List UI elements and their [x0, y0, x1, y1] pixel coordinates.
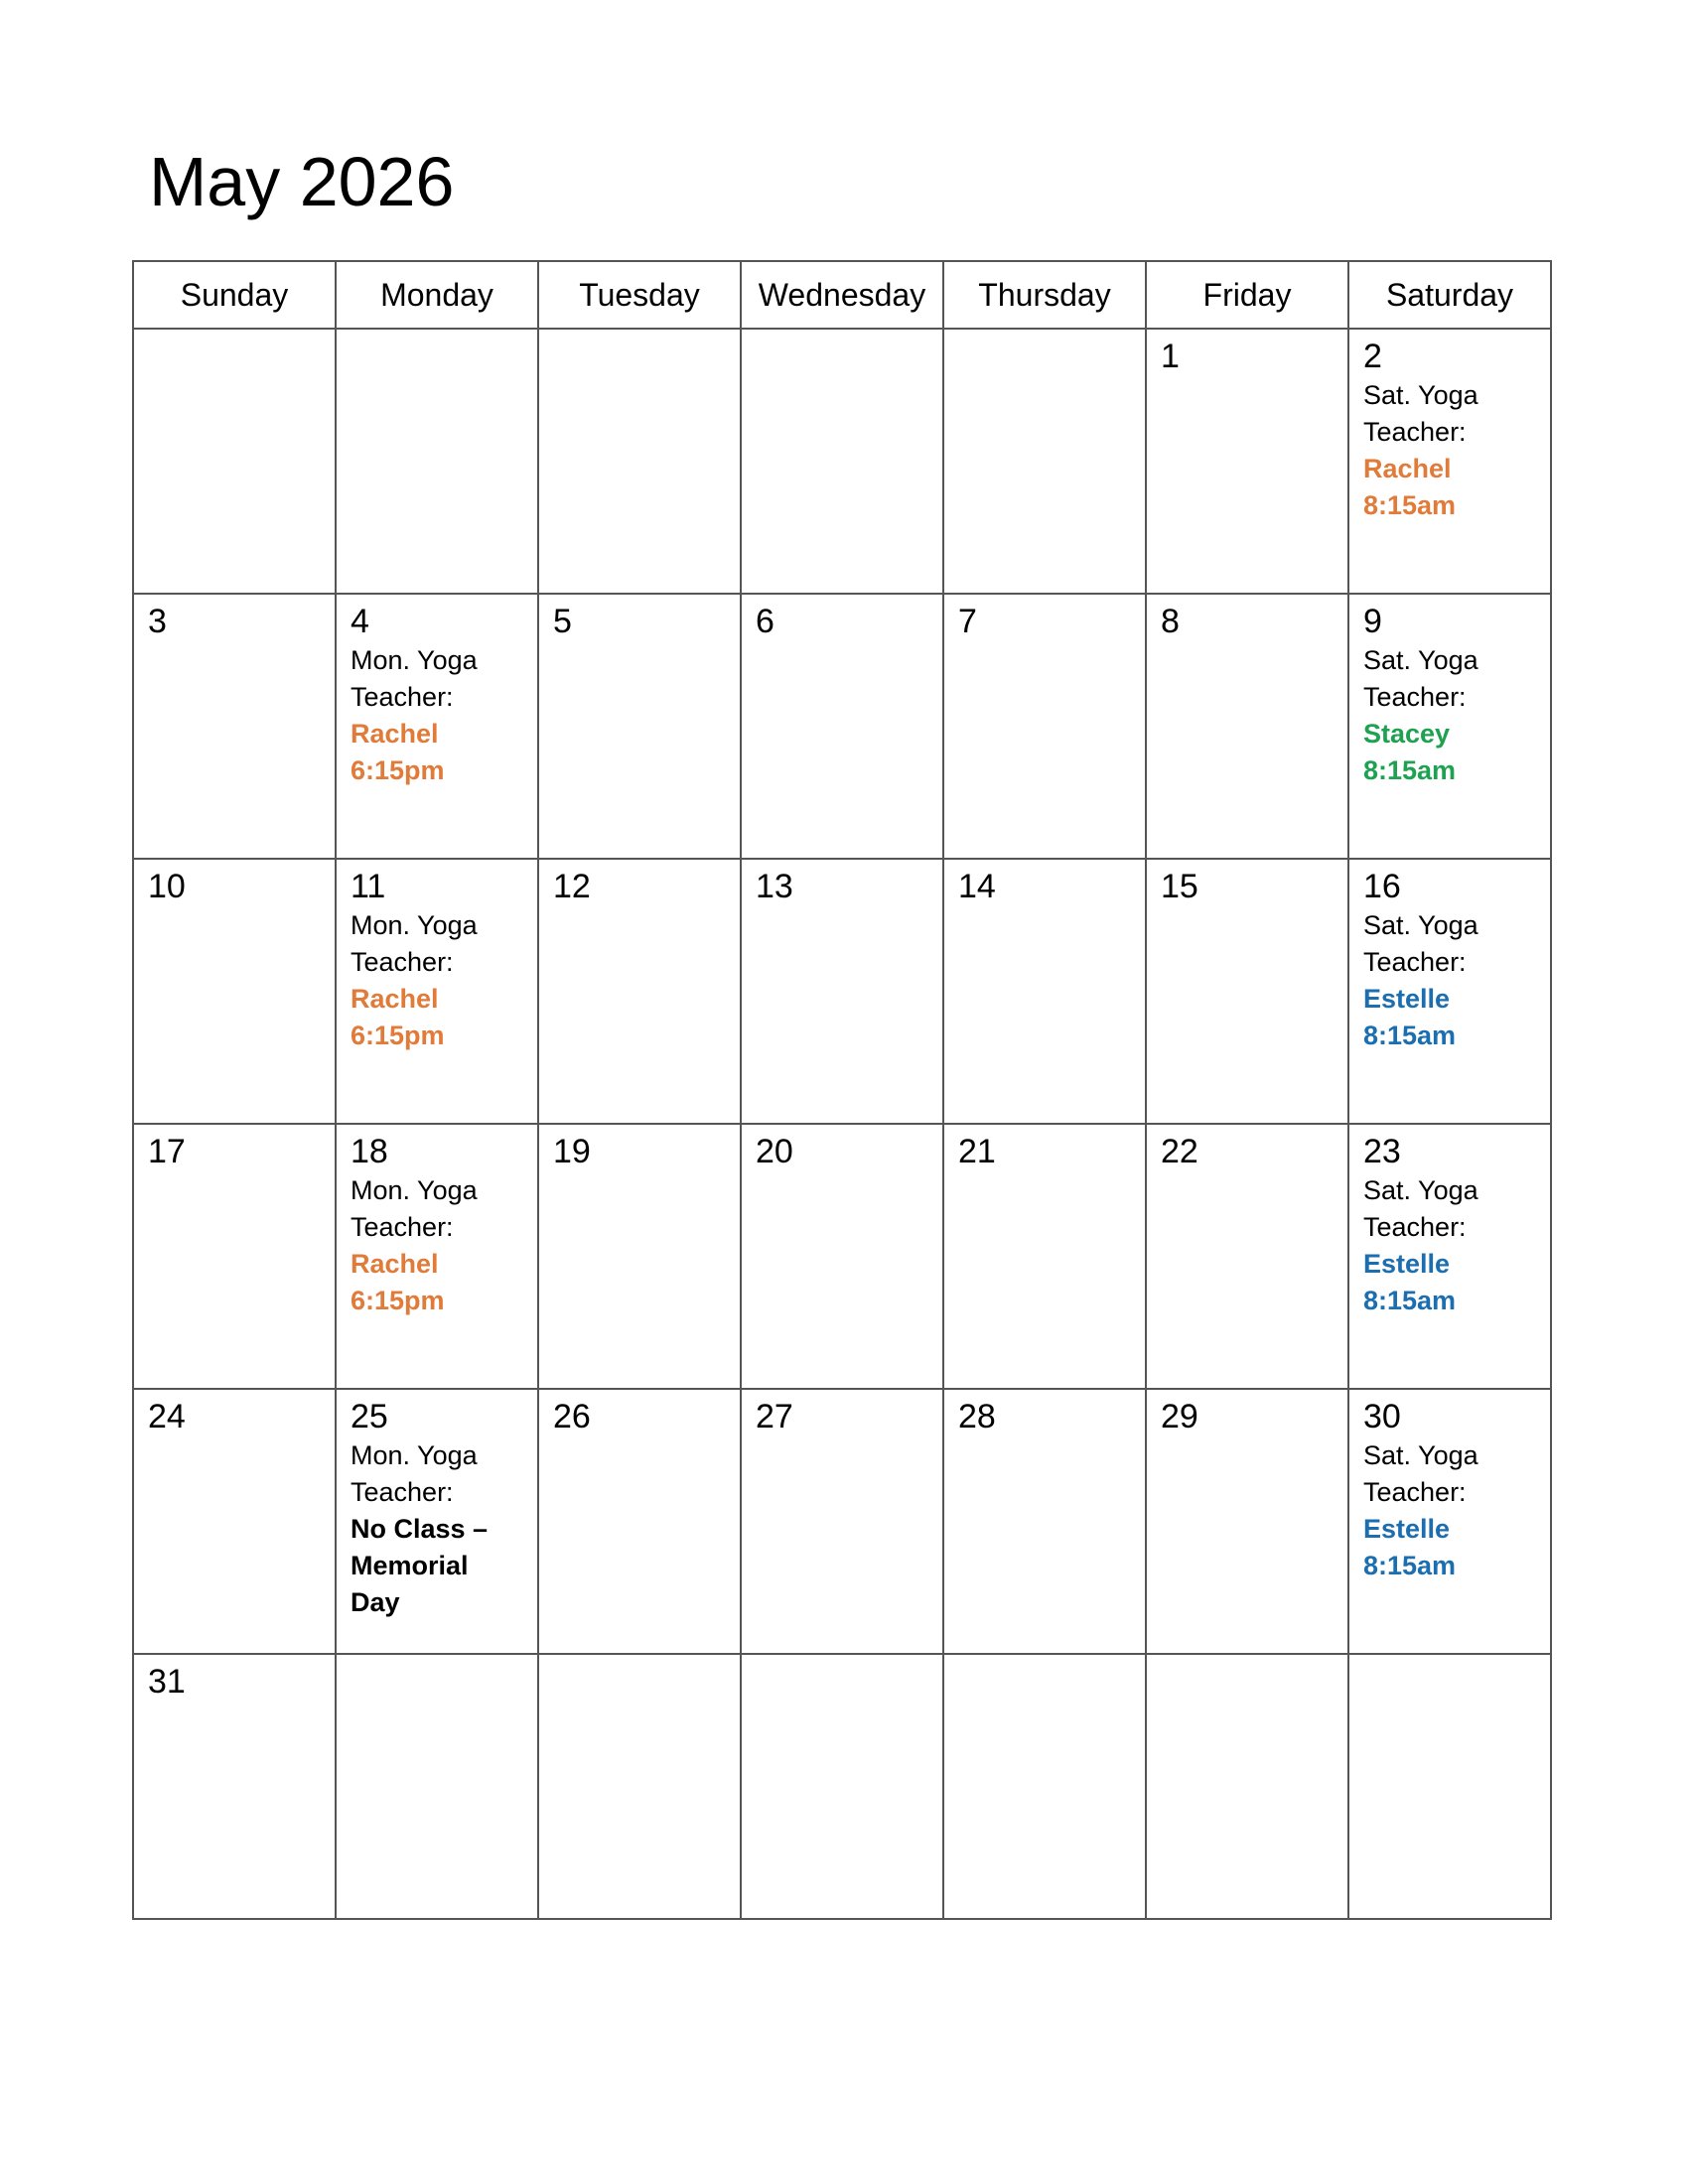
- day-cell-sunday: [133, 1124, 336, 1389]
- event-detail-line: Memorial: [351, 1551, 469, 1580]
- day-cell-content: [134, 1390, 335, 1437]
- event-teacher-label: Teacher:: [1363, 417, 1467, 447]
- day-number: 2: [1363, 338, 1382, 375]
- day-cell-saturday: [1348, 329, 1551, 594]
- day-cell-content: [134, 330, 335, 336]
- day-number: 14: [958, 868, 996, 905]
- day-cell-content: [944, 860, 1145, 907]
- calendar-week-row: [133, 859, 1551, 1124]
- day-number: 18: [351, 1133, 388, 1170]
- day-number: 26: [553, 1398, 591, 1435]
- day-number: 11: [351, 868, 386, 905]
- day-number: 23: [1363, 1133, 1401, 1170]
- event-detail-line: Rachel: [351, 719, 439, 749]
- day-number: 21: [958, 1133, 996, 1170]
- event-detail-line: Rachel: [351, 984, 439, 1014]
- event-detail-line: Estelle: [1363, 1249, 1451, 1279]
- event-class-name: Sat. Yoga: [1363, 380, 1478, 410]
- event-teacher-label: Teacher:: [351, 1477, 454, 1507]
- day-number: 20: [756, 1133, 793, 1170]
- day-cell-tuesday: [538, 594, 741, 859]
- day-cell-saturday: [1348, 1389, 1551, 1654]
- day-cell-content: [539, 1655, 740, 1661]
- day-cell-content: [337, 595, 537, 789]
- day-number: 27: [756, 1398, 793, 1435]
- day-cell-monday: [336, 859, 538, 1124]
- day-number: 4: [351, 603, 369, 640]
- day-cell-content: [337, 1655, 537, 1661]
- day-number: 9: [1363, 603, 1382, 640]
- day-cell-tuesday: [538, 1654, 741, 1919]
- day-cell-content: [1147, 330, 1347, 377]
- day-cell-sunday: [133, 594, 336, 859]
- day-number: 17: [148, 1133, 186, 1170]
- day-cell-wednesday: [741, 1124, 943, 1389]
- day-cell-content: [742, 595, 942, 642]
- day-cell-monday: [336, 329, 538, 594]
- day-cell-monday: [336, 594, 538, 859]
- event-detail-line: Rachel: [1363, 454, 1452, 483]
- event-teacher-label: Teacher:: [1363, 682, 1467, 712]
- day-cell-content: [944, 595, 1145, 642]
- day-cell-friday: [1146, 329, 1348, 594]
- calendar-body: [133, 329, 1551, 1919]
- weekday-header-row: [133, 261, 1551, 329]
- event-class-name: Sat. Yoga: [1363, 1175, 1478, 1205]
- weekday-header-sunday: Sunday: [133, 261, 336, 329]
- day-cell-content: [539, 595, 740, 642]
- day-cell-saturday: [1348, 1654, 1551, 1919]
- day-cell-sunday: [133, 1389, 336, 1654]
- day-cell-content: [539, 1390, 740, 1437]
- event-detail-line: Estelle: [1363, 1514, 1451, 1544]
- day-cell-content: [134, 860, 335, 907]
- day-cell-content: [1349, 860, 1550, 1054]
- event-detail-line: Rachel: [351, 1249, 439, 1279]
- day-cell-friday: [1146, 594, 1348, 859]
- calendar-week-row: [133, 1124, 1551, 1389]
- day-cell-wednesday: [741, 594, 943, 859]
- day-cell-wednesday: [741, 329, 943, 594]
- day-cell-content: [1147, 595, 1347, 642]
- day-number: 28: [958, 1398, 996, 1435]
- day-cell-content: [337, 330, 537, 336]
- day-cell-content: [742, 1125, 942, 1172]
- day-cell-content: [742, 860, 942, 907]
- day-cell-content: [539, 1125, 740, 1172]
- weekday-header-monday: Monday: [336, 261, 538, 329]
- day-cell-saturday: [1348, 594, 1551, 859]
- day-number: 10: [148, 868, 186, 905]
- event-class-name: Mon. Yoga: [351, 645, 478, 675]
- day-cell-thursday: [943, 859, 1146, 1124]
- day-cell-content: [539, 860, 740, 907]
- day-number: 1: [1161, 338, 1180, 375]
- calendar-week-row: [133, 329, 1551, 594]
- day-number: 7: [958, 603, 977, 640]
- event-teacher-label: Teacher:: [351, 947, 454, 977]
- day-cell-content: [1349, 595, 1550, 789]
- day-cell-friday: [1146, 1124, 1348, 1389]
- day-cell-sunday: [133, 859, 336, 1124]
- event-teacher-label: Teacher:: [1363, 1212, 1467, 1242]
- day-number: 22: [1161, 1133, 1198, 1170]
- event-detail-line: Stacey: [1363, 719, 1451, 749]
- day-cell-saturday: [1348, 1124, 1551, 1389]
- day-cell-tuesday: [538, 1124, 741, 1389]
- event-detail-line: 6:15pm: [351, 1021, 445, 1050]
- day-number: 13: [756, 868, 793, 905]
- day-number: 24: [148, 1398, 186, 1435]
- day-cell-thursday: [943, 1389, 1146, 1654]
- day-cell-thursday: [943, 1654, 1146, 1919]
- day-cell-content: [1349, 1125, 1550, 1319]
- weekday-header-tuesday: Tuesday: [538, 261, 741, 329]
- calendar-week-row: [133, 1389, 1551, 1654]
- day-cell-content: [1147, 860, 1347, 907]
- calendar-week-row: [133, 1654, 1551, 1919]
- day-cell-wednesday: [741, 1389, 943, 1654]
- day-number: 30: [1363, 1398, 1401, 1435]
- day-cell-monday: [336, 1654, 538, 1919]
- event-detail-line: Day: [351, 1587, 400, 1617]
- day-cell-sunday: [133, 329, 336, 594]
- day-number: 8: [1161, 603, 1180, 640]
- day-cell-content: [134, 1125, 335, 1172]
- calendar-week-row: [133, 594, 1551, 859]
- day-number: 29: [1161, 1398, 1198, 1435]
- day-cell-sunday: [133, 1654, 336, 1919]
- day-cell-thursday: [943, 329, 1146, 594]
- day-number: 5: [553, 603, 572, 640]
- day-cell-content: [134, 1655, 335, 1703]
- day-cell-content: [944, 330, 1145, 336]
- event-detail-line: 6:15pm: [351, 755, 445, 785]
- event-teacher-label: Teacher:: [351, 682, 454, 712]
- day-cell-content: [1349, 330, 1550, 524]
- day-cell-content: [1349, 1390, 1550, 1584]
- day-cell-content: [134, 595, 335, 642]
- event-class-name: Sat. Yoga: [1363, 1440, 1478, 1470]
- day-cell-content: [742, 330, 942, 336]
- day-number: 19: [553, 1133, 591, 1170]
- day-number: 25: [351, 1398, 388, 1435]
- event-teacher-label: Teacher:: [1363, 947, 1467, 977]
- day-cell-wednesday: [741, 1654, 943, 1919]
- weekday-header-saturday: Saturday: [1348, 261, 1551, 329]
- day-cell-friday: [1146, 859, 1348, 1124]
- event-detail-line: No Class –: [351, 1514, 489, 1544]
- day-number: 12: [553, 868, 591, 905]
- day-number: 15: [1161, 868, 1198, 905]
- event-teacher-label: Teacher:: [351, 1212, 454, 1242]
- event-class-name: Mon. Yoga: [351, 910, 478, 940]
- event-detail-line: 8:15am: [1363, 1021, 1457, 1050]
- event-class-name: Sat. Yoga: [1363, 910, 1478, 940]
- event-detail-line: 8:15am: [1363, 755, 1457, 785]
- event-class-name: Mon. Yoga: [351, 1440, 478, 1470]
- day-cell-content: [742, 1390, 942, 1437]
- weekday-header-wednesday: Wednesday: [741, 261, 943, 329]
- event-detail-line: 8:15am: [1363, 1551, 1457, 1580]
- event-detail-line: Estelle: [1363, 984, 1451, 1014]
- day-cell-thursday: [943, 594, 1146, 859]
- event-class-name: Sat. Yoga: [1363, 645, 1478, 675]
- day-cell-content: [1349, 1655, 1550, 1661]
- weekday-header-friday: Friday: [1146, 261, 1348, 329]
- day-number: 6: [756, 603, 774, 640]
- event-detail-line: 8:15am: [1363, 490, 1457, 520]
- day-cell-content: [337, 1390, 537, 1621]
- day-number: 31: [148, 1663, 186, 1701]
- event-detail-line: 6:15pm: [351, 1286, 445, 1315]
- event-teacher-label: Teacher:: [1363, 1477, 1467, 1507]
- day-number: 3: [148, 603, 167, 640]
- day-cell-saturday: [1348, 859, 1551, 1124]
- day-cell-content: [1147, 1390, 1347, 1437]
- day-cell-friday: [1146, 1389, 1348, 1654]
- event-class-name: Mon. Yoga: [351, 1175, 478, 1205]
- day-cell-monday: [336, 1389, 538, 1654]
- day-cell-thursday: [943, 1124, 1146, 1389]
- day-number: 16: [1363, 868, 1401, 905]
- event-detail-line: 8:15am: [1363, 1286, 1457, 1315]
- day-cell-content: [944, 1390, 1145, 1437]
- day-cell-content: [1147, 1655, 1347, 1661]
- day-cell-content: [337, 1125, 537, 1319]
- page-title: May 2026: [149, 143, 455, 220]
- calendar-grid: [132, 260, 1552, 1920]
- day-cell-tuesday: [538, 859, 741, 1124]
- weekday-header-thursday: Thursday: [943, 261, 1146, 329]
- day-cell-content: [742, 1655, 942, 1661]
- day-cell-monday: [336, 1124, 538, 1389]
- day-cell-content: [539, 330, 740, 336]
- day-cell-content: [1147, 1125, 1347, 1172]
- day-cell-tuesday: [538, 1389, 741, 1654]
- day-cell-content: [944, 1655, 1145, 1661]
- day-cell-tuesday: [538, 329, 741, 594]
- day-cell-friday: [1146, 1654, 1348, 1919]
- day-cell-content: [944, 1125, 1145, 1172]
- day-cell-wednesday: [741, 859, 943, 1124]
- day-cell-content: [337, 860, 537, 1054]
